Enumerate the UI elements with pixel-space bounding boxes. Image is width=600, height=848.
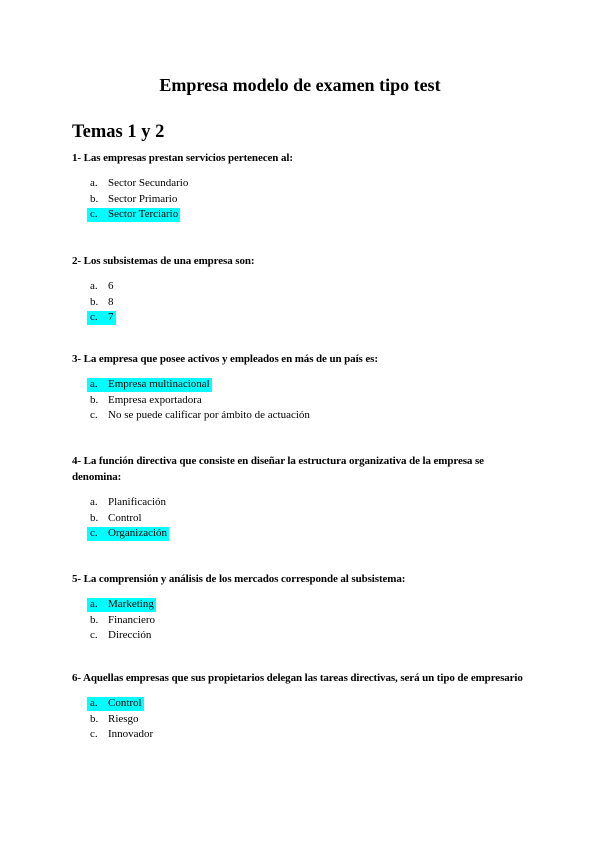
- question-statement: La comprensión y análisis de los mercados corresponde al subsistema:: [83, 573, 406, 585]
- question-text: [72, 150, 532, 166]
- option-text: Financiero: [108, 613, 156, 626]
- question-number: 1-: [72, 152, 81, 164]
- option-letter: c.: [90, 629, 98, 641]
- answer-option-correct: [72, 526, 532, 542]
- option-text: 7: [108, 311, 114, 323]
- question-4: [72, 453, 532, 542]
- answer-options: [72, 377, 532, 424]
- answer-option: [72, 279, 532, 295]
- answer-option: [72, 727, 532, 743]
- section-title: Temas 1 y 2: [72, 122, 165, 142]
- document-title: Empresa modelo de examen tipo test: [159, 75, 441, 95]
- option-text: Empresa exportadora: [108, 393, 202, 406]
- option-text: 8: [108, 295, 114, 308]
- option-letter: c.: [90, 527, 98, 539]
- option-letter: a.: [90, 378, 98, 390]
- question-3: [72, 351, 532, 424]
- option-letter: b.: [90, 393, 99, 406]
- answer-option: [72, 408, 532, 424]
- option-text: Riesgo: [108, 712, 139, 725]
- answer-option: [72, 712, 532, 728]
- answer-option-correct: [72, 310, 532, 326]
- question-number: 5-: [72, 573, 81, 585]
- option-letter: a.: [90, 697, 98, 709]
- option-text: Sector Secundario: [108, 177, 189, 189]
- option-letter: c.: [90, 409, 98, 421]
- option-text: No se puede calificar por ámbito de actuación: [108, 409, 310, 421]
- question-number: 4-: [72, 455, 81, 467]
- question-text: [72, 453, 532, 485]
- answer-option-correct: [72, 597, 532, 613]
- answer-option: [72, 192, 532, 208]
- answer-option-correct: [72, 207, 532, 223]
- option-letter: a.: [90, 177, 98, 189]
- question-statement: Los subsistemas de una empresa son:: [83, 255, 255, 267]
- option-text: Dirección: [108, 629, 152, 641]
- option-text: Planificación: [108, 496, 167, 508]
- option-letter: c.: [90, 728, 98, 740]
- question-statement: Aquellas empresas que sus propietarios delegan las tareas directivas, será un tipo de empresario: [83, 672, 523, 684]
- option-text: Sector Primario: [108, 192, 178, 205]
- answer-option: [72, 295, 532, 311]
- option-letter: a.: [90, 496, 98, 508]
- option-letter: a.: [90, 280, 98, 292]
- option-text: 6: [108, 280, 114, 292]
- answer-options: [72, 696, 532, 743]
- option-text: Control: [108, 697, 142, 709]
- answer-option: [72, 511, 532, 527]
- option-text: Marketing: [108, 598, 154, 610]
- question-number: 2-: [72, 255, 81, 267]
- answer-option: [72, 393, 532, 409]
- question-text: [72, 351, 532, 367]
- option-letter: a.: [90, 598, 98, 610]
- question-2: [72, 253, 532, 326]
- question-statement: La función directiva que consiste en diseñar la estructura organizativa de la empresa se denomina:: [72, 455, 484, 483]
- answer-option-correct: [72, 696, 532, 712]
- option-letter: b.: [90, 712, 99, 725]
- question-statement: Las empresas prestan servicios pertenecen al:: [83, 152, 293, 164]
- question-5: [72, 571, 532, 644]
- answer-options: [72, 279, 532, 326]
- option-letter: c.: [90, 208, 98, 220]
- question-number: 3-: [72, 353, 81, 365]
- question-number: 6-: [72, 672, 81, 684]
- option-letter: c.: [90, 311, 98, 323]
- answer-option-correct: [72, 377, 532, 393]
- option-text: Sector Terciario: [108, 208, 179, 220]
- option-text: Innovador: [108, 728, 154, 740]
- question-statement: La empresa que posee activos y empleados en más de un país es:: [83, 353, 378, 365]
- option-text: Empresa multinacional: [108, 378, 210, 390]
- answer-option: [72, 613, 532, 629]
- question-text: [72, 253, 532, 269]
- answer-options: [72, 597, 532, 644]
- option-letter: b.: [90, 192, 99, 205]
- answer-option: [72, 176, 532, 192]
- answer-options: [72, 495, 532, 542]
- question-6: [72, 670, 532, 743]
- question-text: [72, 670, 532, 686]
- option-letter: b.: [90, 295, 99, 308]
- answer-options: [72, 176, 532, 223]
- option-text: Organización: [108, 527, 168, 539]
- answer-option: [72, 628, 532, 644]
- option-text: Control: [108, 511, 142, 524]
- option-letter: b.: [90, 511, 99, 524]
- question-1: [72, 150, 532, 223]
- answer-option: [72, 495, 532, 511]
- question-text: [72, 571, 532, 587]
- option-letter: b.: [90, 613, 99, 626]
